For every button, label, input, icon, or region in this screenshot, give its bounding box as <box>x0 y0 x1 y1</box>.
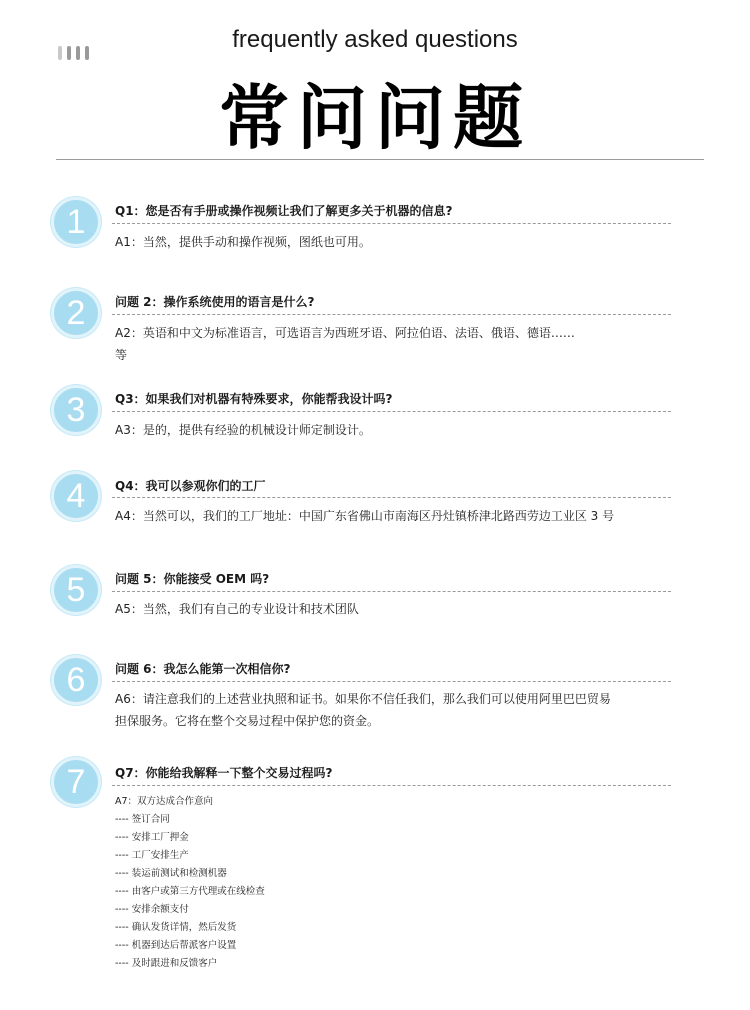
process-step: ---- 及时跟进和反馈客户 <box>115 958 218 969</box>
dashed-divider <box>112 223 671 224</box>
dashed-divider <box>112 591 671 592</box>
answer-4: A4：当然可以，我们的工厂地址：中国广东省佛山市南海区丹灶镇桥津北路西劳边工业区 3 号 <box>115 509 615 523</box>
question-1: Q1：您是否有手册或操作视频让我们了解更多关于机器的信息? <box>115 204 453 218</box>
process-steps-list <box>115 793 265 973</box>
dashed-divider <box>112 681 671 682</box>
page-subtitle: frequently asked questions <box>232 26 518 53</box>
process-step: ---- 安排余额支付 <box>115 904 189 915</box>
question-4: Q4：我可以参观你们的工厂 <box>115 479 266 493</box>
dashed-divider <box>112 411 671 412</box>
process-step: ---- 由客户或第三方代理或在线检查 <box>115 886 265 897</box>
process-step: ---- 工厂安排生产 <box>115 850 189 861</box>
process-step: ---- 装运前测试和检测机器 <box>115 868 227 879</box>
question-6: 问题 6：我怎么能第一次相信你? <box>115 662 291 676</box>
question-7: Q7：你能给我解释一下整个交易过程吗? <box>115 766 333 780</box>
number-badge-3: 3 <box>51 385 101 435</box>
dashed-divider <box>112 497 671 498</box>
process-step: ---- 确认发货详情，然后发货 <box>115 922 237 933</box>
number-badge-2: 2 <box>51 288 101 338</box>
answer-2: A2：英语和中文为标准语言，可选语言为西班牙语、阿拉伯语、法语、俄语、德语……等 <box>115 326 575 362</box>
dashed-divider <box>112 785 671 786</box>
answer-3: A3：是的，提供有经验的机械设计师定制设计。 <box>115 423 371 437</box>
number-badge-6: 6 <box>51 655 101 705</box>
question-2: 问题 2：操作系统使用的语言是什么? <box>115 295 315 309</box>
dashed-divider <box>112 314 671 315</box>
process-step: A7：双方达成合作意向 <box>115 796 214 807</box>
process-step: ---- 签订合同 <box>115 814 170 825</box>
header-divider <box>56 159 704 160</box>
number-badge-1: 1 <box>51 197 101 247</box>
answer-6: A6：请注意我们的上述营业执照和证书。如果你不信任我们，那么我们可以使用阿里巴巴贸易担保服务。它将在整个交易过程中保护您的资金。 <box>115 692 611 728</box>
answer-1: A1：当然，提供手动和操作视频，图纸也可用。 <box>115 235 371 249</box>
answer-5: A5：当然，我们有自己的专业设计和技术团队 <box>115 602 359 616</box>
number-badge-4: 4 <box>51 471 101 521</box>
number-badge-5: 5 <box>51 565 101 615</box>
page-header <box>0 0 750 162</box>
page-title: 常问问题 <box>219 77 531 159</box>
question-3: Q3：如果我们对机器有特殊要求，你能帮我设计吗? <box>115 392 393 406</box>
question-5: 问题 5：你能接受 OEM 吗? <box>115 572 270 586</box>
number-badge-7: 7 <box>51 757 101 807</box>
process-step: ---- 机器到达后帮派客户设置 <box>115 940 237 951</box>
process-step: ---- 安排工厂押金 <box>115 832 189 843</box>
